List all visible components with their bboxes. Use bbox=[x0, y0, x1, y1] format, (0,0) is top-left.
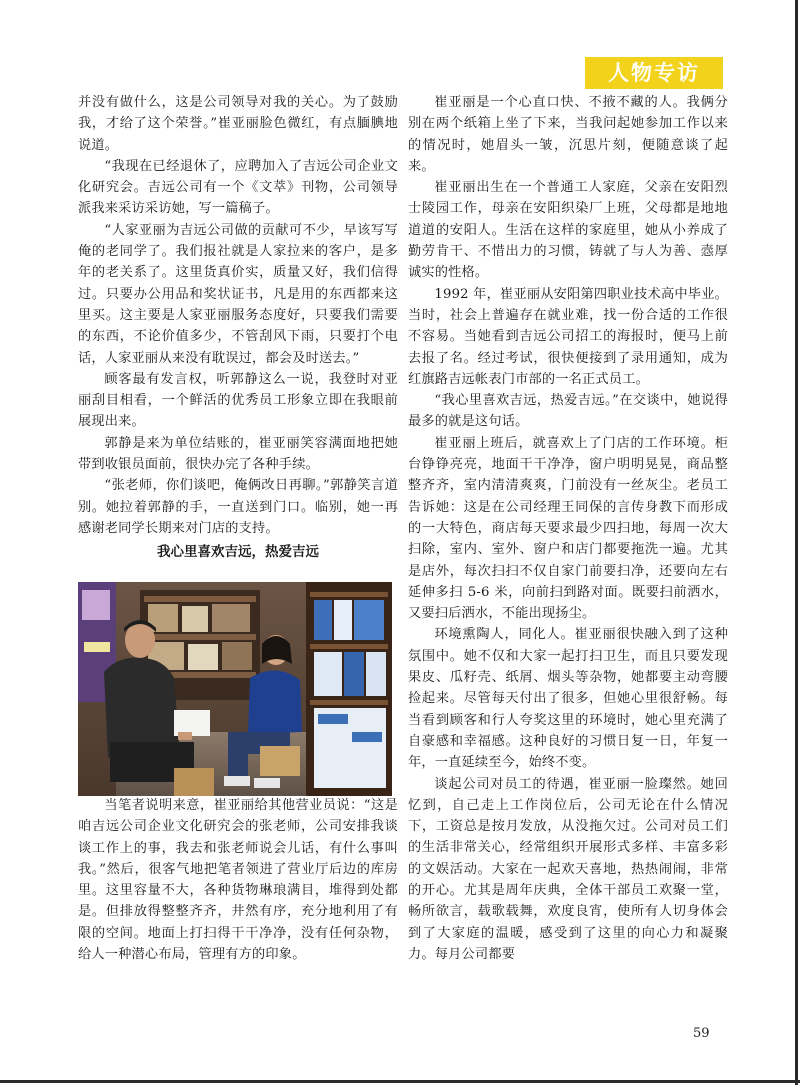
page-edge-right bbox=[795, 0, 798, 1085]
paragraph: 顾客最有发言权，听郭静这么一说，我登时对亚丽刮目相看，一个鲜活的优秀员工形象立即在我眼前展现出来。 bbox=[78, 371, 398, 430]
page-edge-bottom bbox=[0, 1080, 800, 1083]
paragraph: 崔亚丽是一个心直口快、不掖不藏的人。我俩分别在两个纸箱上坐了下来，当我问起她参加工作以来的情况时，她眉头一皱，沉思片刻，便随意谈了起来。 bbox=[408, 95, 728, 174]
paragraph: 当笔者说明来意，崔亚丽给其他营业员说：“这是咱吉远公司企业文化研究会的张老师，公司安排我谈谈工作上的事，我去和张老师说会儿话，有什么事叫我。”然后，很客气地把笔者领进了营业厅后边的库房里。这里容量不大，各种货物琳琅满目，堆得到处都是。但排放得整整齐齐，井然有序，充分地利用了有限的空间。地面上打扫得干干净净，没有任何杂物，给人一种潜心布局，管理有方的印象。 bbox=[78, 798, 398, 963]
right-column bbox=[408, 92, 728, 965]
paragraph: “张老师，你们谈吧，俺俩改日再聊。”郭静笑言道别。她拉着郭静的手，一直送到门口。临别，她一再感谢老同学长期来对门店的支持。 bbox=[78, 478, 398, 536]
paragraph: 谈起公司对员工的待遇，崔亚丽一脸璨然。她回忆到，自己走上工作岗位后，公司无论在什么情况下，工资总是按月发放，从没拖欠过。公司对员工们的生活非常关心，经常组织开展形式多样、丰富多彩的文娱活动。大家在一起欢天喜地，热热闹闹，非常的开心。尤其是周年庆典，全体干部员工欢聚一堂，畅所欲言，载歌载舞，欢度良宵，使所有人切身体会到了大家庭的温暖，感受到了这里的向心力和凝聚力。每月公司都要 bbox=[408, 776, 728, 962]
left-column-bottom bbox=[78, 795, 398, 965]
paragraph: “人家亚丽为吉远公司做的贡献可不少，早该写写俺的老同学了。我们报社就是人家拉来的客户，是多年的老关系了。这里货真价实，质量又好，我们信得过。只要办公用品和奖状证书，凡是用的东西都来这里买。这主要是人家亚丽服务态度好，只要我们需要的东西，不论价值多少，不管刮风下雨，只要打个电话，人家亚丽从来没有耽误过，都会及时送去。” bbox=[78, 222, 398, 366]
article-photo bbox=[78, 582, 392, 796]
paragraph: 郭静是来为单位结账的，崔亚丽笑容满面地把她带到收银员面前，很快办完了各种手续。 bbox=[78, 435, 398, 473]
paragraph: 并没有做什么，这是公司领导对我的关心。为了鼓励我，才给了这个荣誉。”崔亚丽脸色微红，有点腼腆地说道。 bbox=[78, 95, 398, 153]
left-column bbox=[78, 92, 398, 565]
paragraph: 1992 年，崔亚丽从安阳第四职业技术高中毕业。当时，社会上普遍存在就业难，找一份合适的工作很不容易。当她看到吉远公司招工的海报时，便马上前去报了名。经过考试，很快便接到了录用通知，成为红旗路吉远帐表门市部的一名正式员工。 bbox=[408, 286, 728, 387]
subheading: 我心里喜欢吉远，热爱吉远 bbox=[157, 544, 319, 561]
paragraph: 环境熏陶人，同化人。崔亚丽很快融入到了这种氛围中。她不仅和大家一起打扫卫生，而且只要发现果皮、瓜籽壳、纸屑、烟头等杂物，她都要主动弯腰捡起来。尽管每天付出了很多，但她心里很舒畅。每当看到顾客和行人夸奖这里的环境时，她心里充满了自豪感和幸福感。这种良好的习惯日复一日，年复一年，一直延续至今，始终不变。 bbox=[408, 627, 728, 771]
paragraph: “我心里喜欢吉远，热爱吉远。”在交谈中，她说得最多的就是这句话。 bbox=[408, 393, 728, 430]
paragraph: 崔亚丽上班后，就喜欢上了门店的工作环境。柜台铮铮亮亮，地面干干净净，窗户明明晃晃，商品整整齐齐，室内清清爽爽，门前没有一丝灰尘。老员工告诉她：这是在公司经理王同保的言传身教下而形成的一大特色，商店每天要求最少四扫地，每周一次大扫除，室内、室外、窗户和店门都要拖洗一遍。尤其是店外，每次扫扫不仅自家门前要扫净，还要向左右延伸多扫 5-6 米，向前扫到路对面。既要扫前洒水，又要扫后洒水，不能出现扬尘。 bbox=[408, 435, 728, 622]
photo-illustration bbox=[78, 582, 392, 796]
article-photo-wrapper bbox=[78, 578, 392, 802]
paragraph: “我现在已经退休了，应聘加入了吉远公司企业文化研究会。吉远公司有一个《文萃》刊物，公司领导派我来采访采访她，写一篇稿子。 bbox=[78, 158, 398, 217]
paragraph: 崔亚丽出生在一个普通工人家庭，父亲在安阳烈士陵园工作，母亲在安阳织染厂上班，父母都是地地道道的安阳人。生活在这样的家庭里，她从小养成了勤劳肯干、不惜出力的习惯，铸就了与人为善、悫厚诚实的性格。 bbox=[408, 180, 728, 281]
page-number: 59 bbox=[693, 1026, 710, 1041]
section-label: 人物专访 bbox=[585, 57, 723, 89]
